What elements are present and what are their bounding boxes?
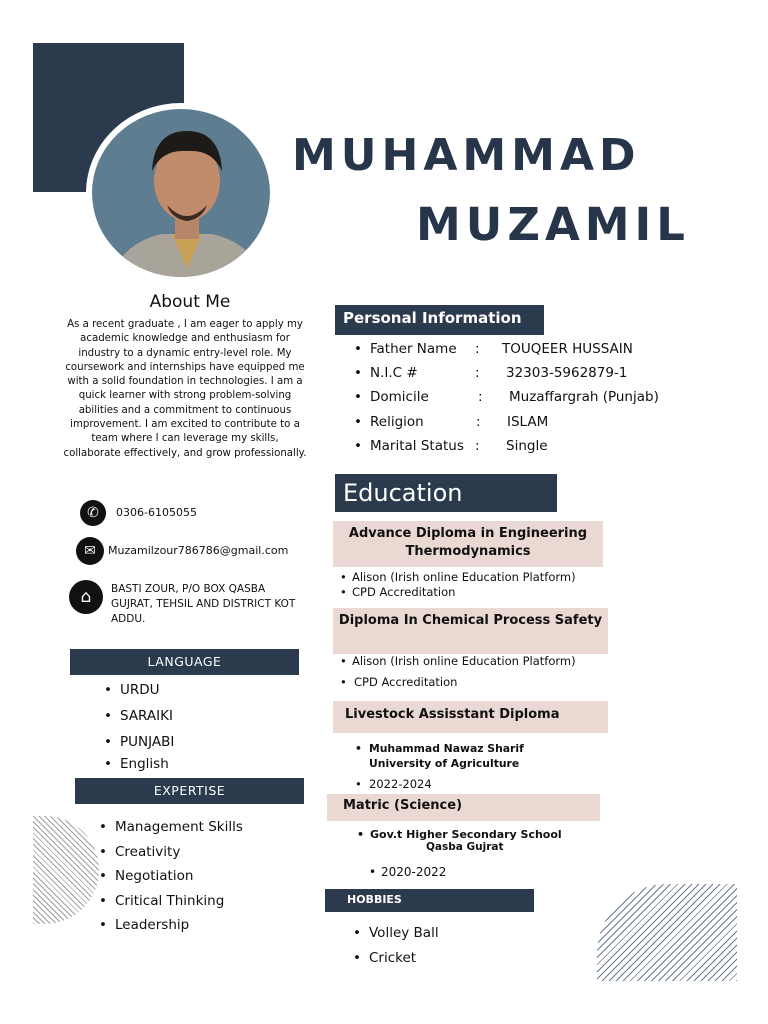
decorative-striped-halfcircle <box>33 816 99 924</box>
home-icon: ⌂ <box>69 580 103 614</box>
education-details <box>355 741 589 792</box>
education-title: Diploma In Chemical Process Safety <box>333 608 608 654</box>
education-line: Qasba Gujrat <box>426 841 504 853</box>
education-header: Education <box>335 474 557 512</box>
education-title: Livestock Assisstant Diploma <box>333 701 608 733</box>
expertise-item: • Critical Thinking <box>99 893 243 918</box>
info-sep: : <box>478 389 483 405</box>
info-value: ISLAM <box>507 414 549 430</box>
education-details <box>357 828 562 842</box>
personal-info-header: Personal Information <box>335 305 544 335</box>
education-line: • Alison (Irish online Education Platform) <box>340 654 576 675</box>
language-item: • English <box>104 756 174 778</box>
language-item: • PUNJABI <box>104 734 174 756</box>
info-value: 32303-5962879-1 <box>506 365 628 381</box>
education-title: Matric (Science) <box>327 794 600 821</box>
education-line: • 2020-2022 <box>369 865 446 880</box>
info-label: Domicile <box>370 389 429 405</box>
info-label: Religion <box>370 414 424 430</box>
about-title: About Me <box>149 292 231 312</box>
education-line: • Gov.t Higher Secondary School <box>357 828 562 842</box>
education-line: • CPD Accreditation <box>340 675 576 690</box>
hobbies-list <box>353 925 439 972</box>
language-item: • SARAIKI <box>104 708 174 734</box>
info-value: Single <box>506 438 548 454</box>
info-value: TOUQEER HUSSAIN <box>502 341 633 357</box>
expertise-list <box>99 819 243 942</box>
education-details <box>340 570 576 600</box>
decorative-striped-quartercircle <box>597 884 737 981</box>
education-line: • CPD Accreditation <box>340 585 576 600</box>
email-text: Muzamilzour786786@gmail.com <box>108 544 289 557</box>
hobbies-header: HOBBIES <box>325 889 534 912</box>
language-item: • URDU <box>104 682 174 708</box>
education-details <box>340 654 576 690</box>
address-text: BASTI ZOUR, P/O BOX QASBA GUJRAT, TEHSIL AND DISTRICT KOT ADDU. <box>111 583 296 625</box>
hobby-item: • Cricket <box>353 950 439 972</box>
person-portrait-icon <box>92 109 276 283</box>
info-sep: : <box>475 438 480 454</box>
education-line: • Muhammad Nawaz Sharif University of Agriculture <box>355 741 589 777</box>
email-icon: ✉ <box>76 537 104 565</box>
expertise-item: • Creativity <box>99 844 243 869</box>
about-text: As a recent graduate , I am eager to apply my academic knowledge and enthusiasm for industry to a dynamic entry-level role. My coursework and internships have equipped me with a solid foundation in technologies. I am a quick learner with strong problem-solving abilities and a commitment to continuous improvement. I am excited to contribute to a team where I can leverage my skills, collaborate effectively, and grow professionally. <box>63 319 307 459</box>
language-header: LANGUAGE <box>70 649 299 675</box>
info-value: Muzaffargrah (Punjab) <box>509 389 659 405</box>
expertise-item: • Leadership <box>99 917 243 942</box>
profile-photo <box>86 103 276 283</box>
language-list <box>104 682 174 778</box>
info-sep: : <box>475 365 480 381</box>
info-sep: : <box>476 414 481 430</box>
info-sep: : <box>475 341 480 357</box>
education-line: • Alison (Irish online Education Platform) <box>340 570 576 585</box>
education-line: • 2022-2024 <box>355 777 589 792</box>
hobby-item: • Volley Ball <box>353 925 439 950</box>
expertise-item: • Management Skills <box>99 819 243 844</box>
expertise-item: • Negotiation <box>99 868 243 893</box>
info-label: Father Name <box>370 341 457 357</box>
info-label: N.I.C # <box>370 365 418 381</box>
first-name: MUHAMMAD <box>292 130 641 181</box>
last-name: MUZAMIL <box>416 198 690 251</box>
info-label: Marital Status <box>370 438 464 454</box>
education-details <box>369 865 446 880</box>
expertise-header: EXPERTISE <box>75 778 304 804</box>
education-title: Advance Diploma in Engineering Thermodynamics <box>333 521 603 567</box>
phone-icon: ✆ <box>80 500 106 526</box>
phone-text: 0306-6105055 <box>116 506 197 519</box>
